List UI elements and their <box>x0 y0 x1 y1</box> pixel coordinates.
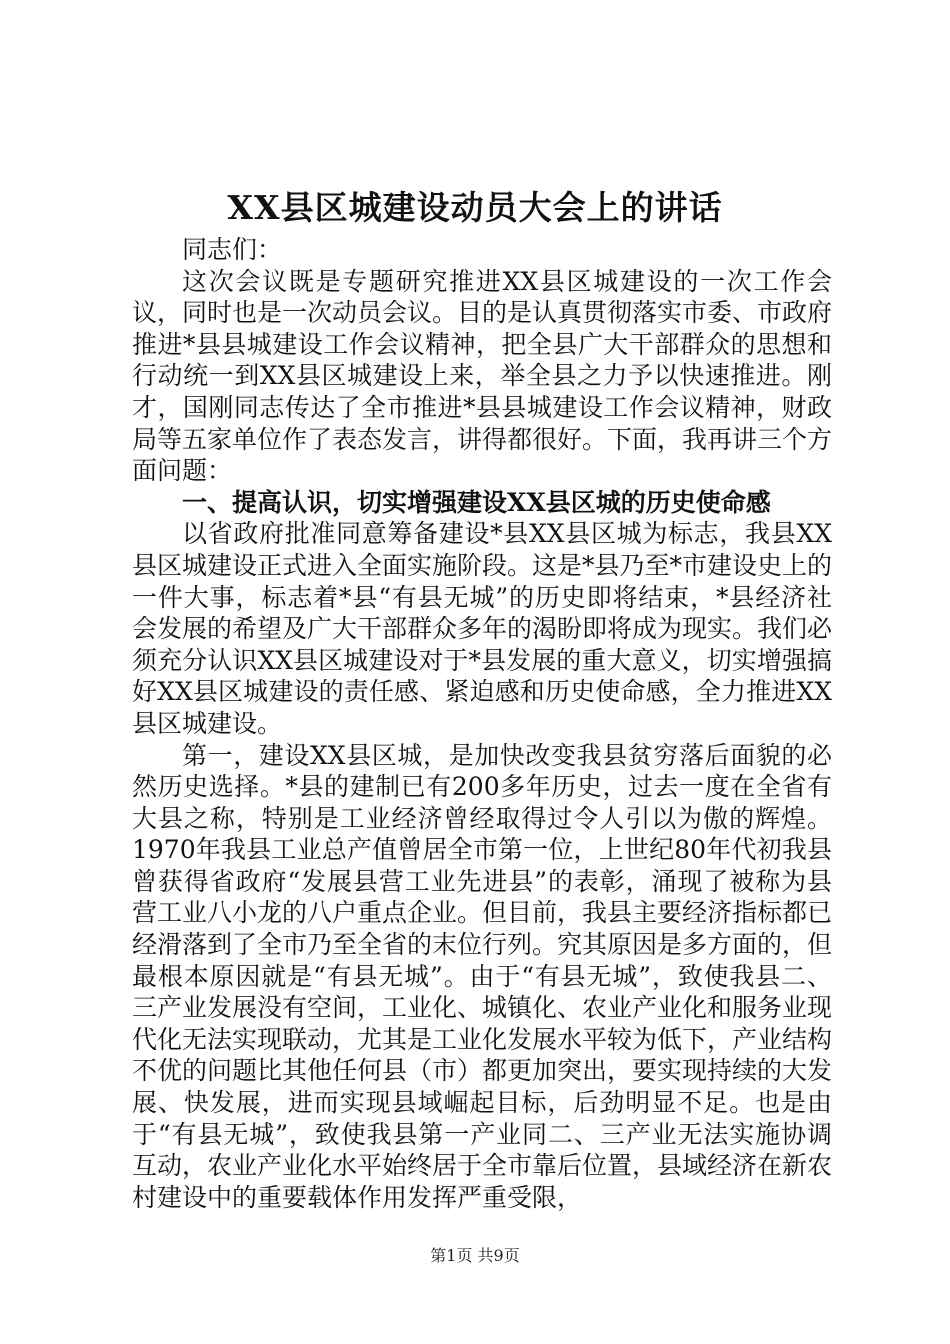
salutation: 同志们： <box>182 235 283 264</box>
document-title: XX县区城建设动员大会上的讲话 <box>227 188 723 227</box>
paragraph-section-one: 以省政府批准同意筹备建设*县XX县区城为标志，我县XX县区城建设正式进入全面实施阶段。这是*县乃至*市建设史上的一件大事，标志着*县“有县无城”的历史即将结束，*县经济社会发展的希望及广大干部群众多年的渴盼即将成为现实。我们必须充分认识XX县区城建设对于*县发展的重大意义，切实增强搞好XX县区城建设的责任感、紧迫感和历史使命感，全力推进XX县区城建设。 <box>132 519 833 738</box>
document-body <box>132 234 832 1213</box>
paragraph-intro: 这次会议既是专题研究推进XX县区城建设的一次工作会议，同时也是一次动员会议。目的是认真贯彻落实市委、市政府推进*县县城建设工作会议精神，把全县广大干部群众的思想和行动统一到XX县区城建设上来，举全县之力予以快速推进。刚才，国刚同志传达了全市推进*县县城建设工作会议精神，财政局等五家单位作了表态发言，讲得都很好。下面，我再讲三个方面问题： <box>132 266 833 486</box>
page-number: 第1页 共9页 <box>430 1246 520 1265</box>
paragraph-point-one: 第一，建设XX县区城，是加快改变我县贫穷落后面貌的必然历史选择。*县的建制已有200多年历史，过去一度在全省有大县之称，特别是工业经济曾经取得过令人引以为傲的辉煌。1970年我县工业总产值曾居全市第一位，上世纪80年代初我县曾获得省政府“发展县营工业先进县”的表彰，涌现了被称为县营工业八小龙的八户重点企业。但目前，我县主要经济指标都已经滑落到了全市乃至全省的末位行列。究其原因是多方面的，但最根本原因就是“有县无城”。由于“有县无城”，致使我县二、三产业发展没有空间，工业化、城镇化、农业产业化和服务业现代化无法实现联动，尤其是工业化发展水平较为低下，产业结构不优的问题比其他任何县（市）都更加突出，要实现持续的大发展、快发展，进而实现县域崛起目标，后劲明显不足。也是由于“有县无城”，致使我县第一产业同二、三产业无法实施协调互动，农业产业化水平始终居于全市靠后位置，县域经济在新农村建设中的重要载体作用发挥严重受限， <box>132 740 833 1212</box>
section-heading: 一、提高认识，切实增强建设XX县区城的历史使命感 <box>182 487 771 517</box>
